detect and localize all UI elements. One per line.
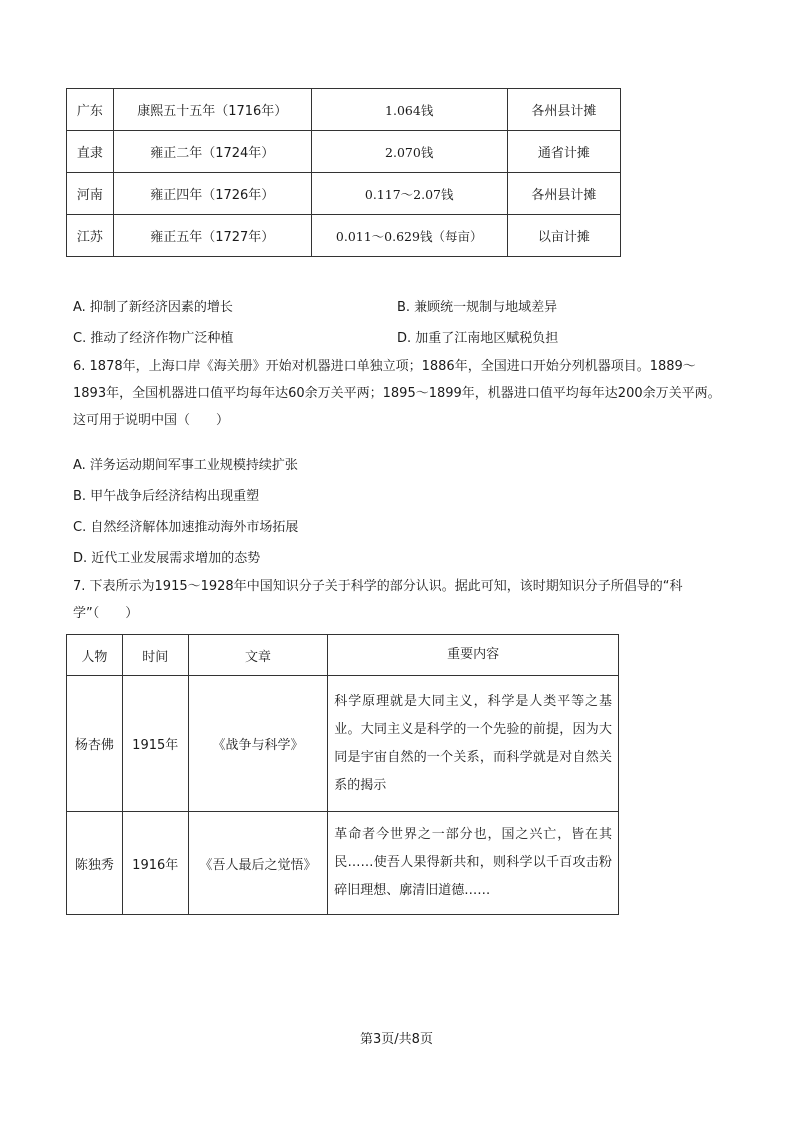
table-row [67,215,621,257]
q6-option-b: B. 甲午战争后经济结构出现重塑 [73,489,260,504]
article-cell: 《战争与科学》 [188,676,328,812]
q6-option-a: A. 洋务运动期间军事工业规模持续扩张 [73,458,298,473]
table-header-row [67,635,619,676]
table-row [67,131,621,173]
year-cell: 1915年 [122,676,188,812]
method-cell: 各州县计摊 [507,173,620,215]
q5-option-c: C. 推动了经济作物广泛种植 [73,331,234,346]
method-cell: 通省计摊 [507,131,620,173]
article-cell: 《吾人最后之觉悟》 [188,812,328,915]
content-cell: 科学原理就是大同主义，科学是人类平等之基业。大同主义是科学的一个先验的前提，因为大同是宇宙自然的一个关系，而科学就是对自然关系的揭示 [328,676,619,812]
method-cell: 各州县计摊 [507,89,620,131]
q5-option-d: D. 加重了江南地区赋税负担 [397,331,559,346]
header-time: 时间 [122,635,188,676]
amount-cell: 1.064钱 [311,89,507,131]
tax-apportion-table [66,88,621,257]
q6-option-d: D. 近代工业发展需求增加的态势 [73,551,261,566]
time-cell: 康熙五十五年（1716年） [113,89,311,131]
table-row [67,89,621,131]
person-cell: 杨杏佛 [67,676,123,812]
q6-stem: 6. 1878年，上海口岸《海关册》开始对机器进口单独立项；1886年，全国进口开始分列机器项目。1889～1893年，全国机器进口值平均每年达60余万关平两；1895～1899年，机器进口值平均每年达200余万关平两。这可用于说明中国（ ） [73,359,721,428]
table-row [67,812,619,915]
amount-cell: 0.117～2.07钱 [311,173,507,215]
time-cell: 雍正四年（1726年） [113,173,311,215]
science-views-table [66,634,619,915]
header-person: 人物 [67,635,123,676]
table-row [67,173,621,215]
amount-cell: 2.070钱 [311,131,507,173]
province-cell: 广东 [67,89,114,131]
year-cell: 1916年 [122,812,188,915]
q5-option-b: B. 兼顾统一规制与地域差异 [397,300,558,315]
page-number: 第3页/共8页 [360,1032,433,1047]
q6-option-c: C. 自然经济解体加速推动海外市场拓展 [73,520,299,535]
q7-stem: 7. 下表所示为1915～1928年中国知识分子关于科学的部分认识。据此可知，该时期知识分子所倡导的“科学”（ ） [73,579,683,621]
content-cell: 革命者今世界之一部分也，国之兴亡，皆在其民……使吾人果得新共和，则科学以千百攻击粉碎旧理想、廓清旧道德…… [328,812,619,915]
q5-option-a: A. 抑制了新经济因素的增长 [73,300,233,315]
province-cell: 直隶 [67,131,114,173]
header-article: 文章 [188,635,328,676]
time-cell: 雍正五年（1727年） [113,215,311,257]
table-row [67,676,619,812]
header-content: 重要内容 [328,635,619,676]
province-cell: 江苏 [67,215,114,257]
province-cell: 河南 [67,173,114,215]
amount-cell: 0.011～0.629钱（每亩） [311,215,507,257]
time-cell: 雍正二年（1724年） [113,131,311,173]
person-cell: 陈独秀 [67,812,123,915]
method-cell: 以亩计摊 [507,215,620,257]
